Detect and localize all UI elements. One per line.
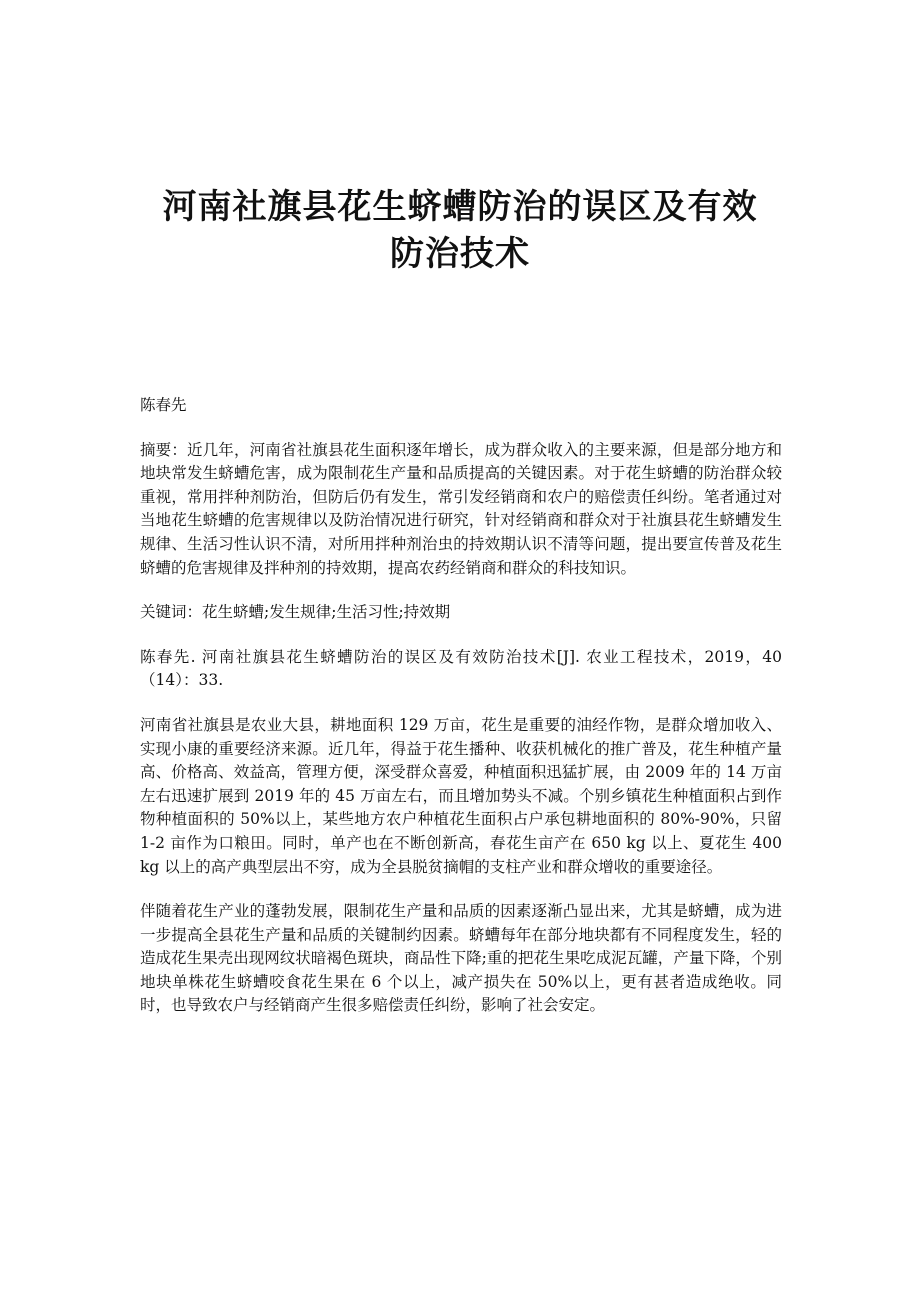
keywords-paragraph: 关键词：花生蛴螬;发生规律;生活习性;持效期 bbox=[140, 603, 451, 622]
document-title bbox=[100, 184, 820, 278]
document-body bbox=[140, 394, 782, 1039]
title-line-1: 河南社旗县花生蛴螬防治的误区及有效 bbox=[162, 187, 758, 227]
body-paragraph-1: 河南省社旗县是农业大县，耕地面积 129 万亩，花生是重要的油经作物，是群众增加收入、实现小康的重要经济来源。近几年，得益于花生播种、收获机械化的推广普及，花生种植产量高、价格高、效益高，管理方便，深受群众喜爱，种植面积迅猛扩展，由 2009 年的 14 万亩左右迅速扩展到 2019 年的 45 万亩左右，而且增加势头不减。个别乡镇花生种植面积占到作物种植面积的 50%以上，某些地方农户种植花生面积占户承包耕地面积的 80%-90%，只留 1-2 亩作为口粮田。同时，单产也在不断创新高，春花生亩产在 650 kg 以上、夏花生 400 kg 以上的高产典型层出不穷，成为全县脱贫摘帽的支柱产业和群众增收的重要途径。 bbox=[140, 715, 782, 876]
body-paragraph-2: 伴随着花生产业的蓬勃发展，限制花生产量和品质的因素逐渐凸显出来，尤其是蛴螬，成为进一步提高全县花生产量和品质的关键制约因素。蛴螬每年在部分地块都有不同程度发生，轻的造成花生果壳出现网纹状暗褐色斑块，商品性下降;重的把花生果吃成泥瓦罐，产量下降，个别地块单株花生蛴螬咬食花生果在 6 个以上，减产损失在 50%以上，更有甚者造成绝收。同时，也导致农户与经销商产生很多赔偿责任纠纷，影响了社会安定。 bbox=[140, 902, 782, 1015]
author: 陈春先 bbox=[140, 396, 187, 414]
abstract-paragraph: 摘要：近几年，河南省社旗县花生面积逐年增长，成为群众收入的主要来源，但是部分地方和地块常发生蛴螬危害，成为限制花生产量和品质提高的关键因素。对于花生蛴螬的防治群众较重视，常用拌种剂防治，但防后仍有发生，常引发经销商和农户的赔偿责任纠纷。笔者通过对当地花生蛴螬的危害规律以及防治情况进行研究，针对经销商和群众对于社旗县花生蛴螬发生规律、生活习性认识不清，对所用拌种剂治虫的持效期认识不清等问题，提出要宣传普及花生蛴螬的危害规律及拌种剂的持效期，提高农药经销商和群众的科技知识。 bbox=[140, 440, 782, 577]
citation-paragraph: 陈春先. 河南社旗县花生蛴螬防治的误区及有效防治技术[J]. 农业工程技术，2019，40（14）：33. bbox=[140, 647, 782, 690]
title-line-2: 防治技术 bbox=[390, 234, 530, 274]
